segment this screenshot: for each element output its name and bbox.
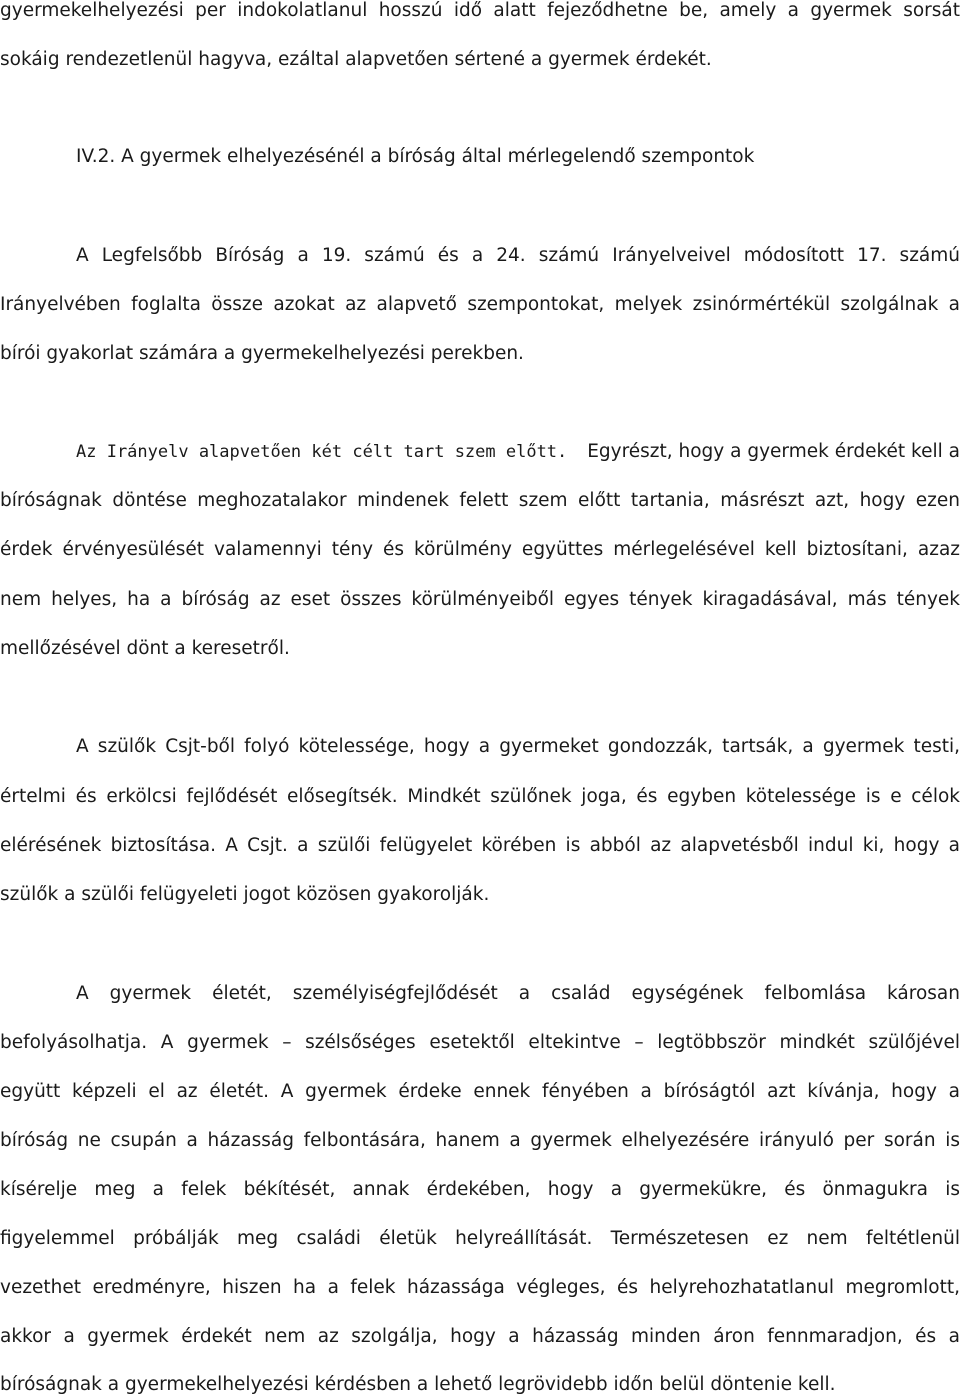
text-line: nem helyes, ha a bíróság az eset összes körülményeiből egyes tények kiragadásával, más tények (0, 589, 960, 610)
text-run-mono: Az Irányelv alapvetően két célt tart szem előtt. (76, 442, 568, 462)
text-line: vezethet eredményre, hiszen ha a felek házassága végleges, és helyrehozhatatlanul megromlott, (0, 1277, 960, 1298)
text-line: bíróság ne csupán a házasság felbontására, hanem a gyermek elhelyezésére irányuló per során is (0, 1130, 960, 1151)
section-heading: IV.2. A gyermek elhelyezésénél a bíróság által mérlegelendő szempontok (76, 146, 755, 167)
text-line: mellőzésével dönt a keresetről. (0, 638, 290, 659)
text-line: kísérelje meg a felek békítését, annak érdekében, hogy a gyermekükre, és önmagukra is (0, 1179, 960, 1200)
text-line: bírói gyakorlat számára a gyermekelhelyezési perekben. (0, 343, 524, 364)
text-line: együtt képzeli el az életét. A gyermek érdeke ennek fényében a bíróságtól azt kívánja, hogy a (0, 1081, 960, 1102)
text-line (0, 437, 960, 467)
text-run: Egyrészt, hogy a gyermek érdekét kell a (587, 441, 960, 462)
text-line: Irányelvében foglalta össze azokat az alapvető szempontokat, melyek zsinórmértékül szolgálnak a (0, 294, 960, 315)
text-line: gyermekelhelyezési per indokolatlanul hosszú idő alatt fejeződhetne be, amely a gyermek sorsát (0, 0, 960, 21)
text-line: érdek érvényesülését valamennyi tény és körülmény együttes mérlegelésével kell biztosítani, azaz (0, 539, 960, 560)
text-line: befolyásolhatja. A gyermek – szélsőséges esetektől eltekintve – legtöbbször mindkét szülőjével (0, 1032, 960, 1053)
text-line: A szülők Csjt-ből folyó kötelessége, hogy a gyermeket gondozzák, tartsák, a gyermek testi, (76, 736, 960, 757)
text-line: akkor a gyermek érdekét nem az szolgálja, hogy a házasság minden áron fennmaradjon, és a (0, 1326, 960, 1347)
text-line: A Legfelsőbb Bíróság a 19. számú és a 24. számú Irányelveivel módosított 17. számú (76, 245, 960, 266)
text-line: A gyermek életét, személyiségfejlődését a család egységének felbomlása károsan (76, 983, 960, 1004)
text-line: figyelemmel próbálják meg családi életük helyreállítását. Természetesen ez nem feltétlenül (0, 1228, 960, 1249)
text-line: értelmi és erkölcsi fejlődését elősegítsék. Mindkét szülőnek joga, és egyben kötelessége is e célok (0, 786, 960, 807)
text-line: bíróságnak a gyermekelhelyezési kérdésben a lehető legrövidebb időn belül döntenie kell. (0, 1374, 836, 1395)
text-line: bíróságnak döntése meghozatalakor mindenek felett szem előtt tartania, másrészt azt, hogy ezen (0, 490, 960, 511)
text-line: elérésének biztosítása. A Csjt. a szülői felügyelet körében is abból az alapvetésből indul ki, hogy a (0, 835, 960, 856)
text-line: szülők a szülői felügyeleti jogot közösen gyakorolják. (0, 884, 490, 905)
text-line: sokáig rendezetlenül hagyva, ezáltal alapvetően sértené a gyermek érdekét. (0, 49, 712, 70)
